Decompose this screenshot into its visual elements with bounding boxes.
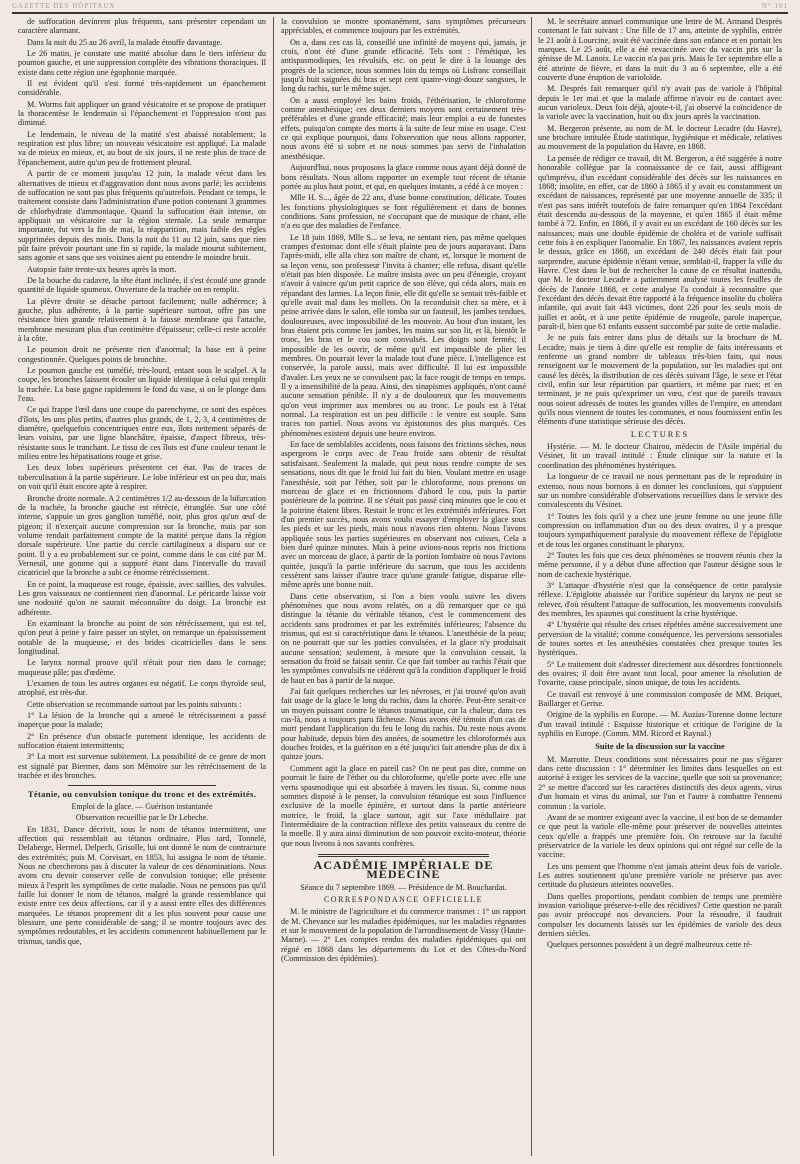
paragraph: En 1831, Dance décrivit, sous le nom de tétanos intermittent, une affection qui ressemblait au tétanos ordinaire. Plus tard, Tonnelé, Delaberge, Hermel, Delpech, Grisolle, lui ont donné le nom de contracture des extrémités; puis M. Corvisart, en 1853, lui assigna le nom de tétanie. Nous ne chercherons pas à discuter la valeur de ces dénominations. Nous avons cru devoir conserver celle de convulsion tonique; elle présente mieux à l'esprit les symptômes de cette maladie. Nous ne pensons pas qu'il faille lui donner le nom de tétanos, malgré la grande ressemblance qui existe entre ces deux affections, car il y a aussi entre elles des différences marquées. Le tétanos proprement dit a les plus souvent pour cause une blessure, une perte considérable de sang; il se montre toujours avec des symptômes redoutables, et les accidents commencent habituellement par le trismus, tandis que, [18, 824, 266, 946]
column-1 [18, 17, 266, 1158]
session-line: Séance du 7 septembre 1869. — Présidence de M. Bouchardat. [300, 882, 507, 892]
header-left: GAZETTE DES HÔPITAUX [12, 2, 116, 10]
paragraph: 2° En présence d'un obstacle purement identique, les accidents de suffocation étaient intermittents; [18, 731, 266, 751]
paragraph: Aujourd'hui, nous proposons la glace comme nous ayant déjà donné de bons résultats. Nous allons rapporter un exemple tout récent de tétanie portée au plus haut point, et qui, en quelques instants, a cédé à ce moyen : [281, 163, 526, 191]
paragraph: Ce qui frappe l'œil dans une coupe du parenchyme, ce sont des espèces d'îlots, les uns plus petits, d'autres plus grands, de 1, 2, 3, 4 centimètres de diamètre, quelquefois concentriques entre eux, îlots nettement séparés de leurs voisins, par une ligne blanchâtre, épaisse, d'aspect fibreux, très-résistante sous le tranchant. Le tissu de ces îlots est d'une couleur tenant le milieu entre les hépatisations rouge et grise. [18, 405, 266, 462]
paragraph: La plèvre droite se détache partout facilement; nulle adhérence; à gauche, plus adhérente, à la partie supérieure surtout, offre pas une résistance bien grande relativement à la fausse membrane qui l'attache, membrane mesurant plus d'un centimètre d'épaisseur; celle-ci reste accolée à la côte. [18, 296, 266, 343]
paragraph: 1° Toutes les fois qu'il y a chez une jeune femme ou une jeune fille compression ou inflammation d'un ou des deux ovaires, il y a presque toujours sympathiquement paralysie du mouvement réflexe de l'épiglotte et de tous les organes constituant le pharynx. [538, 511, 782, 549]
paragraph: Ce travail est renvoyé à une commission composée de MM. Briquet, Baillarger et Gerise. [538, 689, 782, 709]
section-title: Tétanie, ou convulsion tonique du tronc et des extrémités. [27, 789, 257, 800]
paragraph: Dans cette observation, si l'on a bien voulu suivre les divers phénomènes que nous avons relatés, on a dû remarquer que ce qui distingue la tétanie du véritable tétanos, c'est le commencement des accidents sans prodromes et par les extrémités inférieures; l'absence du trismus, qui est si caractéristique dans le tétanos. L'anesthésie de la peau; on ne pourrait que sur les parties convulsées, et la glace n'y produisait aucune sensation; seulement, à mesure que la convulsion cessait, la sensation du froid se faisait sentir. Ce que fait tomber au rachis l'était que les symptômes convulsifs ne cédèrent qu'à la condition d'appliquer le froid de haut en bas à partir de la nuque. [281, 591, 526, 685]
paragraph: Le larynx normal prouve qu'il n'était pour rien dans le cornage; muqueuse pâle; pas d'œdème. [18, 658, 266, 677]
paragraph: M. Bergeron présente, au nom de M. le docteur Lecadre (du Havre), une brochure intitulée Étude statistique, hygiénique et médicale, relatives au mouvement de la population du Havre, en 1868. [538, 123, 782, 152]
paragraph: Avant de se montrer exigeant avec la vaccine, il est bon de se demander ce que peut la variole elle-même pour préserver de nouvelles atteintes ceux qu'elle a frappés une première fois. On retrouve sur la faculté préservatrice de la variole les deux opinions qui ont régné sur celle de la vaccine. [538, 812, 782, 860]
paragraph: Le 18 juin 1869, Mlle S... se leva, ne sentant rien, pas même quelques crampes d'estomac dont elle s'était plainte peu de jours auparavant. Dans l'après-midi, elle alla chez son maître de chant, et, lorsque le moment de sa leçon venu, son professeur l'invita à chanter; elle refusa, disant qu'elle n'était pas bien disposée. Le maître insista avec un peu d'énergie, croyant n'avoir à vaincre qu'un petit caprice de son élève, qui céda alors, mais en répandant des larmes. La leçon finie, elle dit qu'elle se sentait très-faible et qu'elle avait mal dans les mollets. On la reconduisit chez sa mère, et à peine arrivée dans le salon, elle tomba sur un fauteuil, les jambes tendues, douloureuses, avec impossibilité de les mouvoir. Au bout d'un instant, les bras étaient pris comme les jambes, les mains sur son lit, et là, bientôt le tronc, les bras et le cou sont convulsés. Les doigts sont fermés; il impossible de les ouvrir, de même qu'il est impossible de plier les membres. On pourrait lever la malade tout d'une pièce. L'intelligence est conservée, la parole aussi, mais avec difficulté. Il lui est impossible d'avaler. Les yeux ne se convulsent pas; la face rougit de temps en temps. Il y a insensibilité de la peau. Ainsi, des sinapismes appliqués, n'ont causé aucune sensation pénible. Il n'y a de douloureux que les mouvements qu'on veut imprimer aux membres ou au tronc. Le pouls est à l'état normal. La respiration est un peu difficile : le ventre est souple. Sans traces ton partiel. Nous avons vu épistotonos des plus marqués. Ces phénomènes existent depuis une heure environ. [281, 232, 526, 438]
column-divider-1 [273, 17, 274, 1156]
paragraph: A partir de ce moment jusqu'au 12 juin, la malade vécut dans les alternatives de mieux et d'aggravation dont nous avons parlé; les accidents de suffocation ne sont pas plus fréquents qu'autrefois. Pendant ce temps, le traitement consiste dans l'administration d'une potion contenant 3 grammes de chlorhydrate d'ammoniaque. Quand la suffocation était intense, on appliquait un vésicatoire sur la région sternale. La seule remarque importante, fut vers la fin de mai, la réapparition, mais faible des règles supprimées depuis des mois. Dans la nuit du 11 au 12 juin, sans que rien pût faire prévoir pourtant une fin si rapide, la malade mourut subitement, sans agonie et sans que ses voisines aient pu entendre le moindre bruit. [18, 169, 266, 263]
paragraph: Le poumon droit ne présente rien d'anormal; la base est à peine congestionnée. Quelques points de bronchite. [18, 345, 266, 364]
paragraph: On a aussi employé les bains froids, l'éthérisation, le chloroforme comme anesthésique; ces deux derniers moyens sont certainement très-préférables et d'une grande efficacité; mais leur emploi a eu de funestes effets, puisqu'on compte des morts à la suite de leur mise en usage. C'est ce qui explique pourquoi, dans l'observation que nous allons rapporter, nous avons été si sobre et ne nous sommes pas servi de l'inhalation anesthésique. [281, 95, 526, 161]
paragraph: M. le secrétaire annuel communique une lettre de M. Armand Després contenant le fait suivant : Une fille de 17 ans, atteinte de syphilis, entrée le 21 août à Lourcine, avait été vaccinée dans son enfance et en portait les marques. Le 25 août, elle a été revaccinée avec du vaccin pris sur la génisse de M. Lanoix. Le vaccin n'a pas pris. Mais le 1er septembre elle a été atteinte de fièvre, et dans la nuit du 3 au 6 septembre, elle a été couverte d'une éruption de varioloïde. [538, 17, 782, 83]
paragraph: 5° Le traitement doit s'adresser directement aux désordres fonctionnels des ovaires; il doit être avant tout local, pour amener la résolution de l'ovarite, cause principale, sinon unique, de tous les accidents. [538, 659, 782, 688]
paragraph: 4° L'hystérie qui résulte des crises répétées amène successivement une perversion de la vitalité; comme conséquence, les perversions sensoriales de toutes sortes et les anesthésies constatées chez presque toutes les hystériques. [538, 620, 782, 658]
paragraph: En face de semblables accidents, nous faisons des frictions sèches, nous aspergeons le corps avec de l'eau froide sans obtenir de résultat satisfaisant. Seulement la malade, qui peut nous rendre compte de ses sensations, nous dit que le froid lui fait du bien. Voulant mettre en usage l'anesthésie, soit par l'éther, soit par le chloroforme, nous prenons un morceau de glace et en frictionnons d'abord le cou, puis la partie postérieure de la poitrine. Il ne s'était pas passé cinq minutes que le cou et la poitrine étaient libres. Restait le tronc et les extrémités inférieures. Fort d'un premier succès, nous avons voulu essayer d'employer la glace sous les pieds et sur les pieds, mais nous n'avons rien obtenu. Nous l'avons appliquée sous les parties supérieures en observant nos cuisses, Cela a bien duré quinze minutes. Mais à peine avions-nous repris nos frictions avec un morceau de glace, à partir de la portion lombaire où nous l'avions quittée, jusqu'à la partie inférieure du sacrum, que tous les accidents cessèrent sans laisser d'autre trace qu'une grande fatigue, disparue elle-même après une bonne nuit. [281, 440, 526, 590]
paragraph: J'ai fait quelques recherches sur les névroses, et j'ai trouvé qu'on avait fait usage de la glace le long du rachis, dans la chorée. Peut-être serait-ce un moyen puissant contre le tétanos traumatique, car la chaleur, dans ces cas-là, nous a toujours paru fâcheuse. Nous avons été témoin d'un cas de mort pendant l'application du feu le long du rachis. Du reste nous avons pour habitude, depuis bien des années, de soumettre les chloroformés aux douches froides, et la guérison en a été jusqu'ici fait attendre plus de dix à quinze jours. [281, 687, 526, 762]
paragraph: En ce point, la muqueuse est rouge, épaissie, avec saillies, des valvules. Les gros vaisseaux ne contiennent rien d'anormal. Le péricarde laisse voir une nodosité qu'on ne saurait méconnaître du doigt. La bronche est adhérente. [18, 579, 266, 617]
paragraph: Quelques personnes possèdent à un degré malheureux cette ré- [547, 940, 753, 950]
paragraph: Comment agit la glace en pareil cas? On ne peut pas dire, comme on pourrait le faire de l'éther ou du chloroforme, qu'elle porte avec elle une vertu spasmodique qui est absorbée à travers les tissus. Si, comme nous sommes disposé à le penser, la convulsion tétanique est sous l'influence exclusive de la moelle épinière, et surtout dans la partie antérieure motrice, le froid, la glace surtout, agit sur l'axe médullaire par l'intermédiaire de la contraction réflexe des petits vaisseaux du centre de la moelle. Il y aura ainsi diminution de son pouvoir excito-moteur, théorie que nous livrons à nos savants confrères. [281, 763, 526, 848]
paragraph: La pensée de rédiger ce travail, dit M. Bergeron, a été suggérée à notre honorable collègue par la connaissance de ce fait, aussi affligeant qu'imprévu, d'un excédant considérable des décès sur les naissances en 1868; insolite, en effet, car de 1860 à 1865 il y avait eu constamment un excédant de naissances, représenté par une moyenne annuelle de 335; il n'est pas sans intérêt toutefois de faire remarquer qu'en 1864 l'excédant était descendu au-dessous de la moyenne, et qu'en 1865 il était même tombé à 72. Enfin, en 1866, il y avait eu un excédant de 160 décès sur les naissances; mais une double épidémie de choléra et de variole suffisait cette fois à en expliquer l'anomalie. En 1867, les naissances avaient repris le dessus, grâce en 1868, un excédant de 240 décès était fait pour surprendre, aucune épidémie n'étant venue, semblait-il, frapper la ville du Havre. C'est dans le but de rechercher la cause de ce résultat inattendu, que M. le docteur Lecadre a patiemment analysé toutes les feuilles de décès de l'année 1868, et cette analyse l'a conduit à reconnaître que l'excédant des décès devait être rapporté à la fréquence insolite du choléra infantile, qui avait fait 443 victimes, dont 226 pour les seuls mois de juillet et août, et à une petite épidémie de rougeole, parole inaperçue, paraît-il, bien que 61 enfants eussent succombé par suite de cette maladie. [538, 153, 782, 331]
paragraph: Cette observation se recommande surtout par les points suivants : [27, 699, 242, 709]
paragraph: de suffocation devinrent plus fréquents, sans présenter cependant un caractère alarmant. [18, 17, 266, 36]
paragraph: Autopsie faite trente-six heures après la mort. [27, 264, 177, 274]
paragraph: 2° Toutes les fois que ces deux phénomènes se trouvent réunis chez la même personne, il y a début d'une affection que l'auteur désigne sous le nom de cachexie hystérique. [538, 550, 782, 579]
section-rule [68, 785, 217, 786]
paragraph: 1° La lésion de la bronche qui a amené le rétrécissement a passé inaperçue pour la malade; [18, 711, 266, 730]
paragraph: Le lendemain, le niveau de la matité s'est abaissé notablement; la respiration est plus libre; un nouveau vésicatoire est appliqué. La malade va de mieux en mieux, et, au bout de six jours, il ne reste plus de trace de l'épanchement, autre qu'un peu de frottement pleural. [18, 129, 266, 167]
paragraph: En examinant la bronche au point de son rétrécissement, qui est tel, qu'on peut à peine y faire passer un stylet, on remarque un épaississement notable de la muqueuse, et des brides cicatricielles dans le sens longitudinal. [18, 618, 266, 656]
lectures-heading: LECTURES [630, 429, 690, 439]
paragraph: M. Després fait remarquer qu'il n'y avait pas de variole à l'hôpital depuis le 1er mai et que la malade affirme n'avoir eu de contact avec aucun varioleux. Deux fois déjà, ajoute-t-il, j'ai observé la coïncidence de la variole avec la vaccination, huit ou dix jours après la vaccination. [538, 84, 782, 122]
paragraph: M. Marrotte. Deux conditions sont nécessaires pour ne pas s'égarer dans cette discussion : 1° déterminer les limites dans lesquelles on est autorisé à exiger les services de la vaccine, quelle que soit sa provenance; 2° se mettre d'accord sur les caractères distinctifs des deux agents, virus d'un humain et virus du animal, sur l'un et l'autre à combattre l'ennemi commun : la variole. [538, 754, 782, 811]
paragraph: Le poumon gauche est tuméfié, très-lourd, entant sous le scalpel. A la coupe, les bronches laissent écouler un liquide identique à celui qui remplit la trachée. La base gagne rapidement le fond du vase, si on le plonge dans l'eau. [18, 366, 266, 404]
paragraph: Hystérie. — M. le docteur Chairou, médecin de l'Asile impérial du Vésinet, lit un travail intitulé : Étude clinique sur la nature et la coordination des phénomènes hystériques. [538, 442, 782, 470]
paragraph: L'examen de tous les autres organes est négatif. Le corps thyroïde seul, atrophié, est très-dur. [18, 679, 266, 698]
paragraph: Mlle H. S..., âgée de 22 ans, d'une bonne constitution, délicate. Toutes les fonctions physiologiques se font régulièrement et dans de bonnes conditions. Sans profession, ne s'occupant que de musique de chant, elle n'a eu que des maladies de l'enfance. [281, 193, 526, 231]
column-2 [281, 17, 526, 1158]
section-double-rule [318, 854, 490, 857]
top-rule [12, 12, 788, 14]
paragraph: Bronche droite normale. A 2 centimètres 1/2 au-dessous de la bifurcation de la trachée, la bronche gauche est rétrécie, étranglée. Sur une côté interne, s'appuie un gros ganglion tuméfié, noir, plus gros qu'un œuf de pigeon; il n'exerçait aucune compression sur la bronche, mais par son volume rendait parfaitement compte de la matité perçue dans la région dorsale supérieure. Une partie du cercle cartilagineux a disparu sur ce point. Il y a eu probablement sur ce point, comme dans le cas cité par M. Verneuil, une gomme qui a supporé étant dans l'intervalle du travail cicatriciel que la bronche a subi ce énorme rétrécissement. [18, 493, 266, 578]
page-header [12, 2, 788, 10]
column-3 [538, 17, 782, 1158]
paragraph: Dans quelles proportions, pendant combien de temps une première invasion variolique préserve-t-elle des récidives? Cette question ne paraît pas avoir préoccupé nos devanciers. Pour la résoudre, il faudrait compulser les documents laissés sur les épidémies de variole des deux derniers siècles. [538, 891, 782, 938]
paragraph: Le 26 matin, je constate une matité absolue dans le tiers inférieur du poumon gauche, et une suppression complète des vibrations thoraciques. Il existe dans cette région une égophonie marquée. [18, 49, 266, 77]
paragraph: Les deux lobes supérieurs présentent cet état. Pas de traces de tuberculisation à la partie supérieure. Le lobe inférieur est un peu dur, mais on voit qu'il était encore apte à respirer. [18, 463, 266, 492]
paragraph: Il est évident qu'il s'est formé très-rapidement un épanchement considérable. [18, 79, 266, 98]
paragraph: Dans la nuit du 25 au 26 avril, la malade étouffe davantage. [27, 37, 223, 47]
paragraph: Je ne puis fais entrer dans plus de détails sur la brochure de M. Lecadre, mais je tiens à dire qu'elle est remplie de faits intéressants et renferme un grand nombre de tableaux très-bien faits, qui nous renseignent sur le mouvement de la population, sur les maladies qui ont causé les décès, la distribution de ces décès suivant l'âge, le sexe et l'état civil, enfin sur leur répartition par quartiers, et même par rues; et en terminant, je ne puis qu'exprimer un vœu, c'est que de pareils travaux nous soient adressés de toutes les grandes villes de l'empire, en attendant qu'ils nous viennent de toutes les communes, et nous fournissent enfin les éléments d'une statistique sérieuse des décès. [538, 333, 782, 427]
section-subtitle: Emploi de la glace. — Guérison instantanée [71, 801, 213, 811]
paragraph: 3° La mort est survenue subitement. La possibilité de ce genre de mort est signalé par Biermer, dans son Mémoire sur les rétrécissement de la trachée et des bronches. [18, 752, 266, 781]
academy-heading: ACADÉMIE IMPÉRIALE DE MÉDECINE [313, 857, 494, 882]
paragraph: On a, dans ces cas là, conseillé une infinité de moyens qui, jamais, je crois, n'ont été d'une grande efficacité. Tels sont : l'émétique, les antispasmodiques, les révulsifs, etc. on peut le dire à la louange des progrès de la science, nous sommes loin du temps où Lisfranc conseillait jusqu'à huit saignées du bras et sept cent quatre-vingt-douze sangsues, le long du rachis, sur le même sujet. [281, 37, 526, 94]
paragraph: La longueur de ce travail ne nous permettant pas de le reproduire in extenso, nous nous bornons à en donner les conclusions, qui s'appuient sur un nombre considérable d'observations recueillies dans le service des convalescents du Vésinet. [538, 472, 782, 510]
paragraph: M. Worms fait appliquer un grand vésicatoire et se propose de pratiquer la thoracentèse le lendemain si l'épanchement et l'oppression n'ont pas diminué. [18, 99, 266, 128]
observation-byline: Observation recueillie par le Dr Lebeche. [75, 813, 209, 823]
correspondence-heading: CORRESPONDANCE OFFICIELLE [323, 894, 484, 904]
header-right: N° 101 [761, 2, 788, 10]
paragraph: M. le ministre de l'agriculture et du commerce transmet : 1° un rapport de M. Chevance sur les maladies épidémiques, sur les maladies régnantes et sur le mouvement de la population de l'arrondissement de Vassy (Haute-Marne). — 2° Les comptes rendus des maladies épidémiques qui ont régné en 1868 dans les départements du Lot et des Côtes-du-Nord (Commission des épidémies). [281, 907, 526, 963]
paragraph: Les uns pensent que l'homme n'est jamais atteint deux fois de variole. Les autres soutiennent qu'une première variole ne préserve pas avec certitude du plusieurs atteintes nouvelles. [538, 861, 782, 890]
discussion-heading: Suite de la discussion sur la vaccine [595, 741, 725, 752]
paragraph: De la bouche du cadavre, la tête étant inclinée, il s'est écoulé une grande quantité de liquide spumeux. Ouverture de la trachée on en remplit. [18, 275, 266, 295]
paragraph: 3° L'attaque d'hystérie n'est que la conséquence de cette paralysie réflexe. L'épiglotte abaissée sur l'orifice supérieur du larynx ne peut se relever, d'où résultent l'attaque de suffocation, les mouvements convulsifs des membres, les spasmes qui constituent la crise hystérique. [538, 580, 782, 618]
paragraph: Origine de la syphilis en Europe. — M. Auzias-Turenne donne lecture d'un travail intitulé : Esquisse historique et critique de l'origine de la syphilis en Europe. (Comm. MM. Ricord et Raynal.) [538, 710, 782, 739]
column-divider-2 [531, 17, 532, 1156]
paragraph: la convulsion se montre spontanément, sans symptômes précurseurs appréciables, et commence toujours par les extrémités. [281, 17, 526, 36]
